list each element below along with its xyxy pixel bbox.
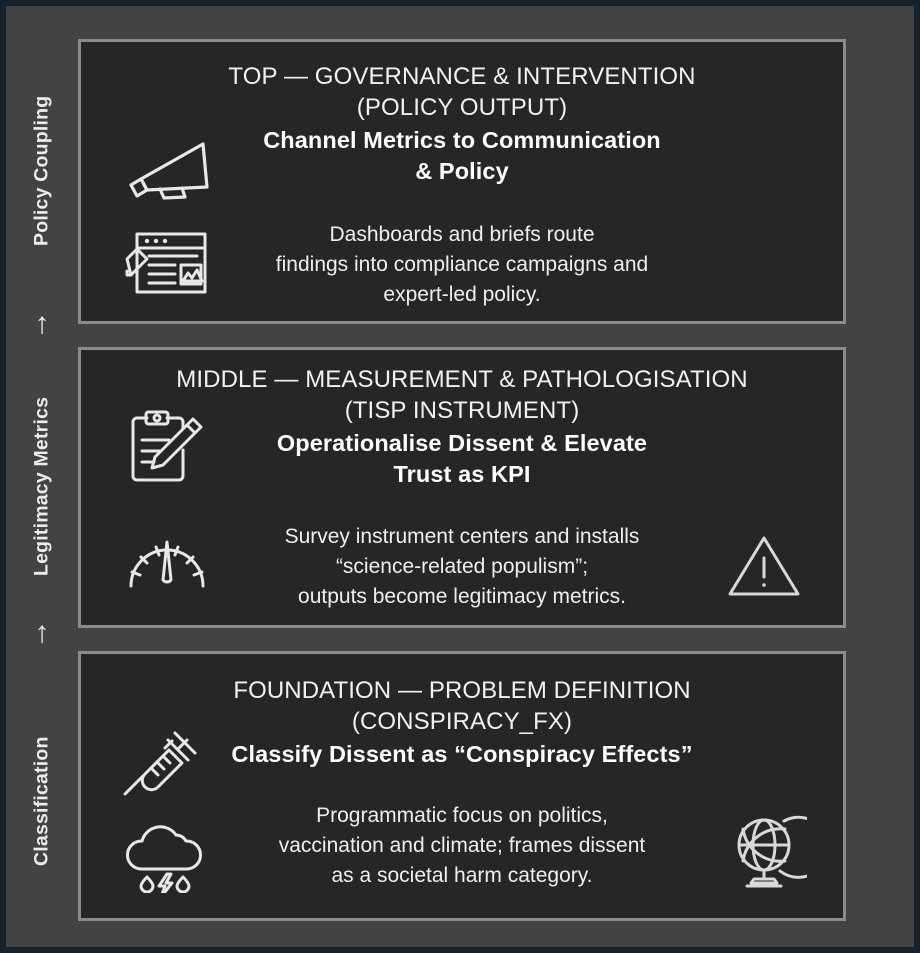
panel-top-governance bbox=[78, 39, 846, 324]
panel-middle-heading: MIDDLE — MEASUREMENT & PATHOLOGISATION (TISP INSTRUMENT) bbox=[176, 366, 748, 424]
panel-top-heading: TOP — GOVERNANCE & INTERVENTION (POLICY OUTPUT) bbox=[228, 63, 696, 121]
rail-label-classification: Classification bbox=[30, 736, 53, 866]
panel-middle-body: Survey instrument centers and installs “science-related populism”; outputs become legitimacy metrics. bbox=[284, 525, 640, 609]
axis-rail bbox=[6, 6, 78, 947]
panel-bottom-heading: FOUNDATION — PROBLEM DEFINITION (CONSPIRACY_FX) bbox=[233, 677, 691, 735]
diagram-canvas bbox=[6, 6, 914, 947]
panel-bottom-subheading: Classify Dissent as “Conspiracy Effects” bbox=[231, 741, 693, 767]
rail-label-policy-coupling: Policy Coupling bbox=[30, 95, 53, 247]
rail-arrow-up-upper: ↑ bbox=[34, 307, 50, 340]
rail-label-legitimacy-metrics: Legitimacy Metrics bbox=[30, 396, 53, 576]
rail-arrow-up-lower: ↑ bbox=[34, 616, 50, 649]
panel-middle-subheading: Operationalise Dissent & Elevate Trust as KPI bbox=[276, 430, 648, 487]
panel-bottom-foundation bbox=[78, 651, 846, 921]
panel-middle-measurement bbox=[78, 347, 846, 628]
panel-top-subheading: Channel Metrics to Communication & Policy bbox=[263, 127, 661, 184]
panel-bottom-body: Programmatic focus on politics, vaccination and climate; frames dissent as a societal harm category. bbox=[278, 804, 646, 888]
panel-top-body: Dashboards and briefs route findings into compliance campaigns and expert-led policy. bbox=[275, 223, 649, 307]
